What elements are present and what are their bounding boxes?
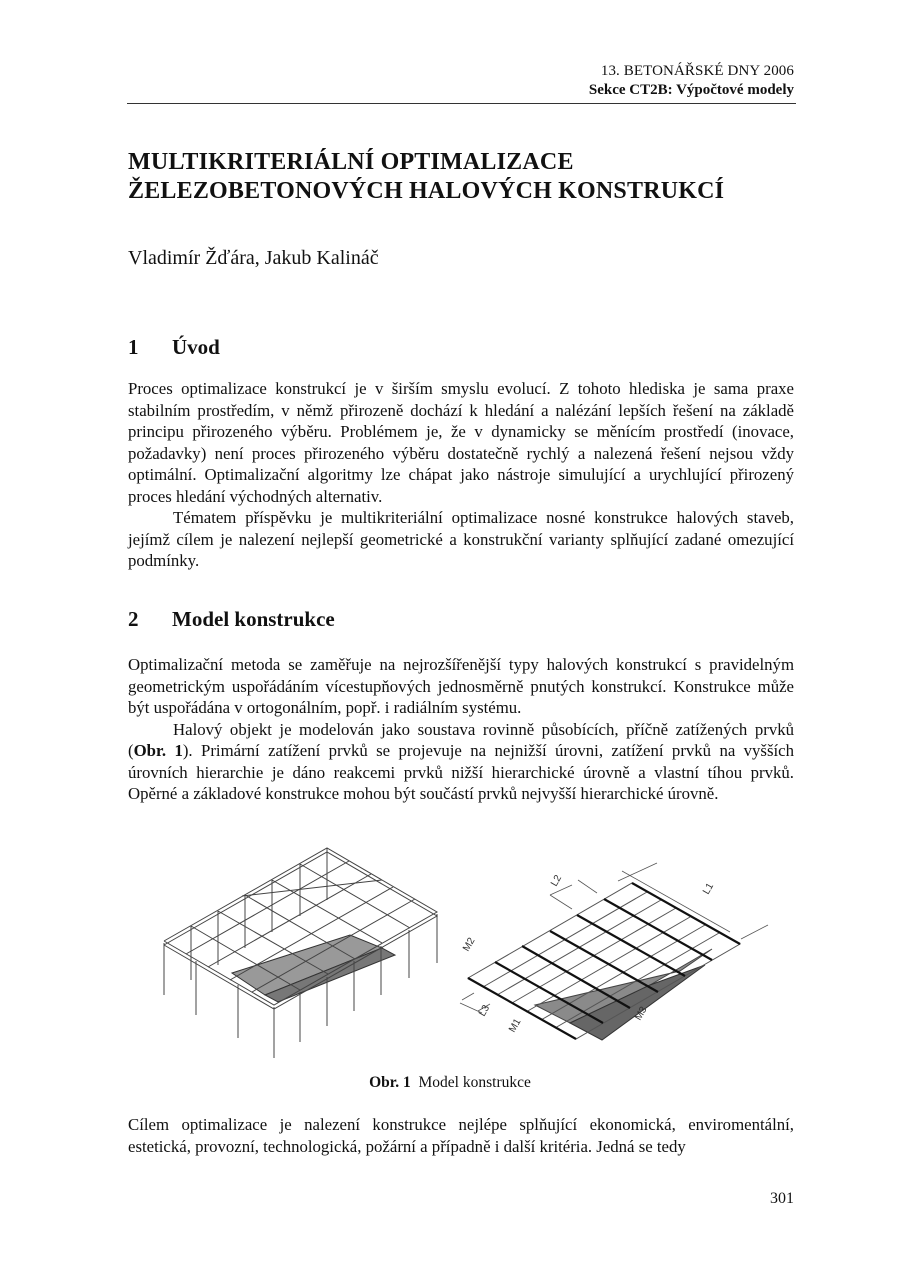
- paragraph: Cílem optimalizace je nalezení konstrukce nejlépe splňující ekonomická, enviromentální, estetická, provozní, technologická, požární a případně i další kritéria. Jedná se tedy: [128, 1115, 794, 1156]
- text-run: ). Primární zatížení prvků se projevuje na nejnižší úrovni, zatížení prvků na vyšších úrovních hierarchie je dáno reakcemi prvků nižší hierarchické úrovně a vlastní tíhou prvků. Opěrné a základové konstrukce mohou být součástí prvků nejvyšší hierarchické úrovně.: [128, 741, 794, 803]
- hall-frame-drawing: [150, 840, 450, 1060]
- paragraph: Optimalizační metoda se zaměřuje na nejrozšířenější typy halových konstrukcí s pravidelným geometrickým uspořádáním vícestupňových jednosměrně pnutých konstrukcí. Konstrukce může být uspořádána v ortogonálním, popř. i radiálním systému.: [128, 655, 794, 717]
- title-line-2: ŽELEZOBETONOVÝCH HALOVÝCH KONSTRUKCÍ: [128, 178, 725, 204]
- section-number: 1: [128, 335, 139, 359]
- figure-caption: [0, 1074, 900, 1092]
- closing-paragraph: [128, 1114, 794, 1157]
- paragraph: Tématem příspěvku je multikriteriální optimalizace nosné konstrukce halových staveb, jejímž cílem je nalezení nejlepší geometrické a konstrukční varianty splňující zadané omezující podmínky.: [128, 508, 794, 570]
- dimension-label-l2: L2: [549, 873, 565, 889]
- main-beam: [632, 883, 740, 944]
- section-heading-model: [128, 607, 335, 632]
- text-run: Halový objekt je modelován jako soustava rovinně působících, příčně zatížených prvků (: [128, 719, 794, 760]
- figure-caption-text: Model konstrukce: [418, 1074, 531, 1091]
- section-intro-body: [128, 378, 794, 572]
- dimension-label-l1: L1: [701, 881, 717, 897]
- member-label-m1: M1: [507, 1016, 524, 1035]
- section-model-body: [128, 654, 794, 805]
- section-title: Model konstrukce: [172, 607, 335, 631]
- page-number: 301: [770, 1190, 794, 1207]
- paper-title: [128, 148, 724, 206]
- authors: Vladimír Žďára, Jakub Kalináč: [128, 247, 379, 269]
- conference-name: 13. BETONÁŘSKÉ DNY 2006: [600, 63, 794, 79]
- section-number: 2: [128, 607, 139, 631]
- section-title: Úvod: [172, 335, 220, 359]
- header-rule: [127, 103, 796, 104]
- slab-scheme-drawing: [450, 845, 780, 1055]
- title-line-1: MULTIKRITERIÁLNÍ OPTIMALIZACE: [128, 149, 574, 175]
- member-label-m2: M2: [461, 935, 478, 954]
- figure-label: Obr. 1: [369, 1074, 411, 1091]
- paragraph: Proces optimalizace konstrukcí je v širším smyslu evolucí. Z tohoto hlediska je sama praxe stabilním prostředím, v němž přirozeně dochází k hledání a nalézání lepších řešení na základě principu přirozeného výběru. Problémem je, že v dynamicky se měnícím prostředí (inovace, požadavky) není proces přirozeného výběru dostatečně rychlý a nalezená řešení nejsou vždy optimální. Optimalizační algoritmy lze chápat jako nástroje simulující a urychlující přirozený proces hledání východných alternativ.: [128, 379, 794, 506]
- running-header: [589, 62, 794, 100]
- figure-1: [150, 840, 780, 1060]
- member-label-m3: M3: [633, 1004, 650, 1023]
- figure-reference[interactable]: Obr. 1: [133, 741, 183, 760]
- dimension-label-l3: L3: [477, 1003, 493, 1019]
- paragraph: [128, 719, 794, 805]
- section-heading-intro: [128, 335, 220, 360]
- section-name: Sekce CT2B: Výpočtové modely: [588, 82, 794, 98]
- main-beam: [604, 899, 712, 960]
